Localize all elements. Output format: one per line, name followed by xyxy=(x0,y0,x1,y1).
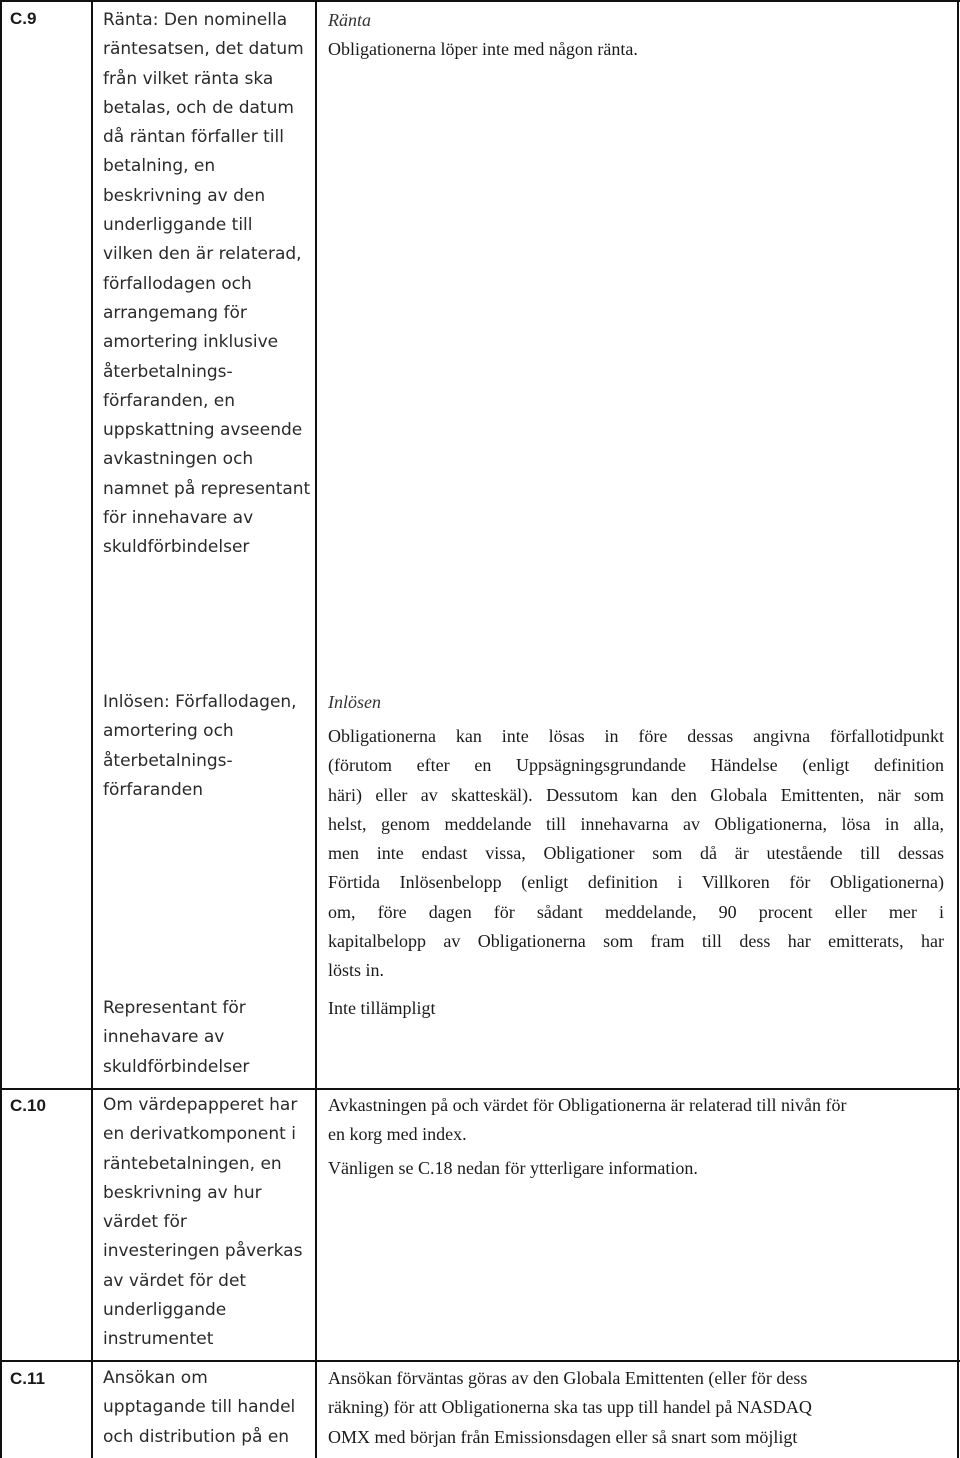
label-line: räntebetalningen, en xyxy=(103,1153,282,1174)
label-line: värdet för xyxy=(103,1212,187,1233)
c11-label xyxy=(103,1364,295,1452)
label-line: och distribution på en xyxy=(103,1426,290,1447)
label-line: investeringen påverkas xyxy=(103,1241,303,1262)
text-line: en korg med index. xyxy=(328,1124,467,1145)
label-line: avkastningen och xyxy=(103,449,254,470)
text-line: räkning) för att Obligationerna ska tas upp till handel på NASDAQ xyxy=(328,1397,812,1418)
label-line: återbetalnings- xyxy=(103,750,233,771)
label-line: skuldförbindelser xyxy=(103,1056,250,1077)
c11-text xyxy=(328,1364,812,1452)
text-line: om, före dagen för sådant meddelande, 90 procent eller mer i xyxy=(328,901,944,922)
row-number-c9: C.9 xyxy=(10,9,37,28)
text-line: häri) eller av skatteskäl). Dessutom kan den Globala Emittenten, när som xyxy=(328,784,944,805)
table-border-right xyxy=(957,0,959,1458)
label-line: beskrivning av hur xyxy=(103,1182,262,1203)
label-line: räntesatsen, det datum xyxy=(103,39,304,60)
label-line: betalning, en xyxy=(103,156,216,177)
label-line: vilken den är relaterad, xyxy=(103,244,302,265)
table-border-top xyxy=(0,0,960,2)
representative-text: Inte tillämpligt xyxy=(328,998,436,1018)
label-line: instrumentet xyxy=(103,1329,214,1350)
label-line: arrangemang för xyxy=(103,302,247,323)
label-line: Inlösen: Förfallodagen, xyxy=(103,692,297,712)
label-line: skuldförbindelser xyxy=(103,537,250,558)
text-line: men inte endast vissa, Obligationer som då är utestående till dessas xyxy=(328,843,944,864)
label-line: betalas, och de datum xyxy=(103,97,294,118)
label-line: amortering inklusive xyxy=(103,332,279,353)
text-line: Obligationerna kan inte lösas in före dessas angivna förfallotidpunkt xyxy=(328,726,944,746)
label-line: namnet på representant xyxy=(103,478,311,499)
label-line: förfaranden, en xyxy=(103,390,236,411)
label-line: för innehavare av xyxy=(103,508,254,529)
redemption-text xyxy=(328,722,944,986)
row-number-c11: C.11 xyxy=(10,1369,45,1388)
text-line: helst, genom meddelande till innehavarna av Obligationerna, lösa in alla, xyxy=(328,813,944,834)
label-line: återbetalnings- xyxy=(103,361,233,382)
label-line: upptagande till handel xyxy=(103,1397,296,1418)
text-line: (förutom efter en Uppsägningsgrundande Händelse (enligt definition xyxy=(328,755,944,776)
text-line: Förtida Inlösenbelopp (enligt definition i Villkoren för Obligationerna) xyxy=(328,872,944,893)
label-line: amortering och xyxy=(103,721,234,742)
label-line: innehavare av xyxy=(103,1027,225,1048)
text-line: Ansökan förväntas göras av den Globala Emittenten (eller för dess xyxy=(328,1368,808,1388)
label-line: Representant för xyxy=(103,998,246,1018)
label-line: av värdet för det xyxy=(103,1270,247,1291)
label-line: underliggande till xyxy=(103,215,253,236)
label-line: beskrivning av den xyxy=(103,185,266,206)
c9-heading: Ränta xyxy=(328,10,371,30)
label-line: förfallodagen och xyxy=(103,273,252,294)
label-line: Om värdepapperet har xyxy=(103,1095,298,1115)
c10-text xyxy=(328,1091,846,1150)
column-divider-2 xyxy=(315,0,317,1458)
row-divider-c11 xyxy=(0,1360,960,1362)
table-border-left xyxy=(0,0,2,1458)
label-line: uppskattning avseende xyxy=(103,420,303,441)
c10-note: Vänligen se C.18 nedan för ytterligare information. xyxy=(328,1158,698,1178)
c9-text: Obligationerna löper inte med någon ränta. xyxy=(328,39,638,59)
label-line: förfaranden xyxy=(103,779,203,800)
representative-label xyxy=(103,994,249,1082)
row-divider-c10 xyxy=(0,1088,960,1090)
redemption-heading: Inlösen xyxy=(328,692,381,712)
label-line: då räntan förfaller till xyxy=(103,127,284,148)
label-line: en derivatkomponent i xyxy=(103,1124,296,1145)
c10-label xyxy=(103,1091,302,1355)
text-line: Avkastningen på och värdet för Obligationerna är relaterad till nivån för xyxy=(328,1095,847,1115)
label-line: Ansökan om xyxy=(103,1368,208,1388)
column-divider-1 xyxy=(91,0,93,1458)
label-line: Ränta: Den nominella xyxy=(103,10,288,30)
text-line: lösts in. xyxy=(328,960,385,981)
text-line: OMX med början från Emissionsdagen eller så snart som möjligt xyxy=(328,1426,798,1447)
text-line: kapitalbelopp av Obligationerna som fram till dess har emitterats, har xyxy=(328,931,944,952)
redemption-label xyxy=(103,688,297,805)
row-number-c10: C.10 xyxy=(10,1096,46,1115)
c9-label xyxy=(103,6,310,563)
label-line: från vilket ränta ska xyxy=(103,68,274,89)
label-line: underliggande xyxy=(103,1300,227,1321)
